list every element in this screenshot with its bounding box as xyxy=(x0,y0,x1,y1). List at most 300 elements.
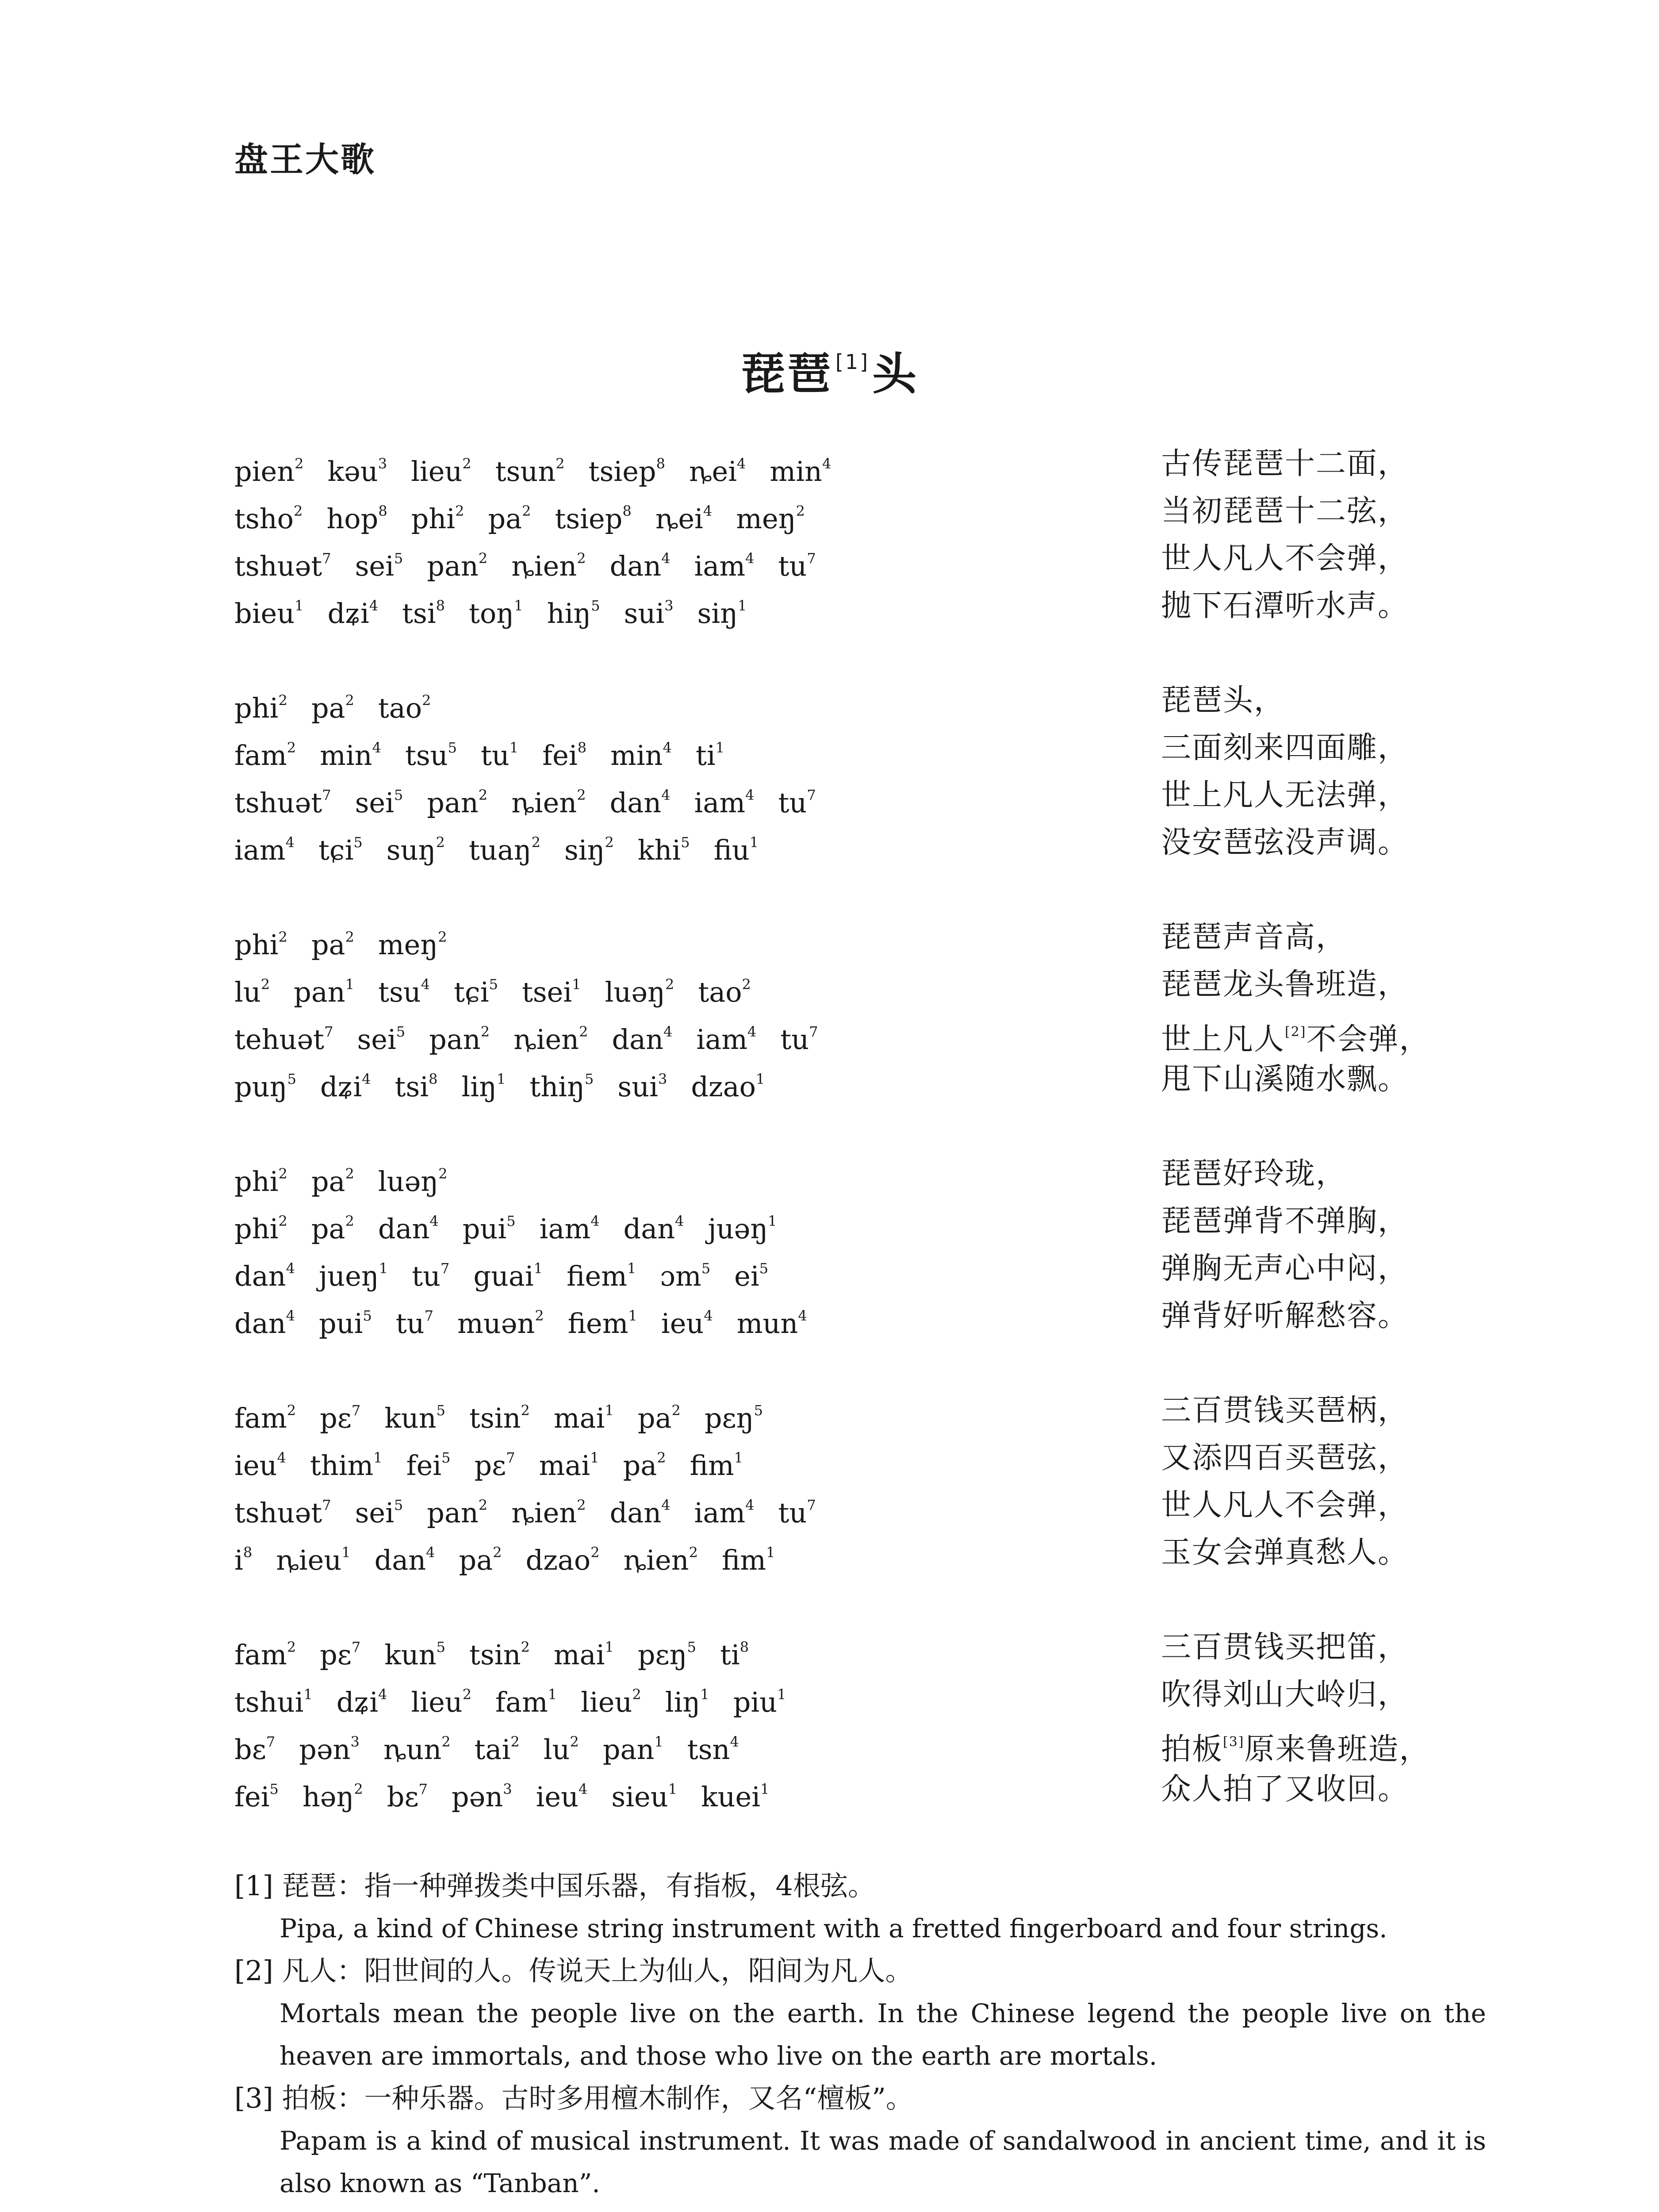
tone-number: 2 xyxy=(478,550,488,567)
syllable: fam$^2$ xyxy=(234,1402,296,1434)
tone-number: 2 xyxy=(577,787,586,803)
syllable: ȵien$^2$ xyxy=(623,1544,698,1576)
tone-number: 7 xyxy=(506,1449,515,1466)
tone-number: 4 xyxy=(747,1023,757,1040)
verse-line xyxy=(0,1766,1659,1813)
tone-number: 4 xyxy=(378,1686,387,1703)
tone-number: 7 xyxy=(351,1639,361,1655)
tone-number: 2 xyxy=(657,1449,666,1466)
tone-number: 2 xyxy=(605,834,614,851)
syllable: sieu$^1$ xyxy=(611,1781,678,1813)
footnote-chinese: [1] 琵琶：指一种弹拨类中国乐器，有指板，4根弦。 xyxy=(234,1870,875,1902)
romanization xyxy=(234,1056,986,1110)
tone-number: 2 xyxy=(577,1497,586,1513)
chinese-verse: 三百贯钱买把笛， xyxy=(1161,1630,1409,1665)
stanza xyxy=(0,440,1659,630)
tone-number: 8 xyxy=(577,739,587,756)
footnote-ref: [3] xyxy=(1223,1734,1245,1750)
tone-number: 3 xyxy=(350,1733,360,1750)
syllable: dan$^4$ xyxy=(609,787,670,819)
tone-number: 2 xyxy=(590,1544,600,1561)
tone-number: 2 xyxy=(531,834,540,851)
syllable: piu$^1$ xyxy=(733,1686,786,1718)
syllable: pan$^2$ xyxy=(427,550,488,582)
tone-number: 1 xyxy=(590,1449,599,1466)
tone-number: 2 xyxy=(345,692,354,709)
tone-number: 2 xyxy=(462,1686,472,1703)
syllable: sui$^3$ xyxy=(617,1071,667,1103)
syllable: tsho$^2$ xyxy=(234,503,303,535)
syllable: kuei$^1$ xyxy=(701,1781,770,1813)
tone-number: 1 xyxy=(379,1260,388,1277)
syllable: dan$^4$ xyxy=(234,1307,295,1340)
tone-number: 7 xyxy=(324,1023,333,1040)
tone-number: 1 xyxy=(628,1307,637,1324)
syllable: fam$^2$ xyxy=(234,739,296,772)
tone-number: 4 xyxy=(429,1213,439,1229)
syllable: fam$^2$ xyxy=(234,1639,296,1671)
tone-number: 2 xyxy=(441,1733,451,1750)
page-title xyxy=(0,338,1659,402)
syllable: fiem$^1$ xyxy=(567,1307,637,1340)
syllable: pan$^2$ xyxy=(427,787,488,819)
tone-number: 7 xyxy=(807,1497,816,1513)
syllable: ȵieu$^1$ xyxy=(276,1544,351,1576)
tone-number: 8 xyxy=(739,1639,749,1655)
syllable: dʑi$^4$ xyxy=(327,597,379,630)
syllable: pɛŋ$^5$ xyxy=(704,1402,763,1434)
syllable: $pa^2$ xyxy=(637,1402,681,1434)
syllable: tɕi$^5$ xyxy=(454,976,498,1008)
tone-number: 1 xyxy=(605,1639,614,1655)
syllable: dan$^4$ xyxy=(234,1260,295,1292)
syllable: fei$^5$ xyxy=(234,1781,279,1813)
syllable: dzao$^1$ xyxy=(691,1071,765,1103)
tone-number: 1 xyxy=(548,1686,557,1703)
tone-number: 4 xyxy=(703,503,713,519)
verse-line xyxy=(0,440,1659,488)
chinese-verse: 又添四百买琶弦， xyxy=(1161,1440,1409,1475)
syllable: guai$^1$ xyxy=(473,1260,543,1292)
romanization xyxy=(234,440,986,495)
syllable: tshuət$^7$ xyxy=(234,1497,331,1529)
syllable: tuaŋ$^2$ xyxy=(468,834,540,866)
syllable: $tu^7$ xyxy=(412,1260,450,1292)
stanza xyxy=(0,677,1659,866)
romanization xyxy=(234,724,986,779)
tone-number: 4 xyxy=(286,1307,295,1324)
tone-number: 1 xyxy=(373,1449,383,1466)
chinese-verse: 弹背好听解愁容。 xyxy=(1161,1298,1409,1333)
romanization xyxy=(234,1671,986,1726)
tone-number: 1 xyxy=(700,1686,709,1703)
tone-number: 1 xyxy=(303,1686,313,1703)
syllable: iam$^4$ xyxy=(539,1213,600,1245)
tone-number: 1 xyxy=(509,739,519,756)
romanization xyxy=(234,535,986,590)
syllable: ieu$^4$ xyxy=(536,1781,588,1813)
romanization xyxy=(234,1387,986,1442)
syllable: iam$^4$ xyxy=(694,787,755,819)
tone-number: 2 xyxy=(493,1544,502,1561)
tone-number: 2 xyxy=(478,1497,488,1513)
syllable: thim$^1$ xyxy=(310,1449,383,1482)
chinese-verse: 甩下山溪随水飘。 xyxy=(1161,1062,1409,1097)
syllable: ȵei$^4$ xyxy=(689,455,746,488)
footnote-english: Mortals mean the people live on the earth. In the Chinese legend the people live on the heaven are immortals, and those who live on the earth are mortals. xyxy=(280,1998,1486,2071)
verse-line xyxy=(0,1718,1659,1766)
syllable: mun$^4$ xyxy=(736,1307,807,1340)
tone-number: 2 xyxy=(665,976,674,993)
romanization xyxy=(234,582,986,637)
tone-number: 4 xyxy=(421,976,430,993)
tone-number: 1 xyxy=(295,597,304,614)
syllable: iam$^4$ xyxy=(696,1023,757,1056)
syllable: dʑi$^4$ xyxy=(320,1071,371,1103)
tone-number: 2 xyxy=(278,929,287,945)
syllable: $tu^1$ xyxy=(481,739,519,772)
syllable: hop$^8$ xyxy=(326,503,387,535)
syllable: tshuət$^7$ xyxy=(234,550,331,582)
chinese-verse: 琵琶声音高， xyxy=(1161,920,1347,955)
stanza xyxy=(0,914,1659,1103)
syllable: sui$^3$ xyxy=(624,597,674,630)
tone-number: 1 xyxy=(514,597,523,614)
syllable: meŋ$^2$ xyxy=(378,929,447,961)
tone-number: 1 xyxy=(760,1781,770,1797)
tone-number: 4 xyxy=(798,1307,807,1324)
tone-number: 4 xyxy=(745,550,755,567)
tone-number: 7 xyxy=(322,550,331,567)
tone-number: 8 xyxy=(436,597,445,614)
verse-line xyxy=(0,914,1659,961)
syllable: phi$^2$ xyxy=(234,1213,287,1245)
verse-line xyxy=(0,1624,1659,1671)
tone-number: 5 xyxy=(701,1260,711,1277)
syllable: pien$^2$ xyxy=(234,455,304,488)
tone-number: 5 xyxy=(394,550,403,567)
tone-number: 7 xyxy=(809,1023,818,1040)
tone-number: 3 xyxy=(503,1781,512,1797)
tone-number: 3 xyxy=(658,1071,667,1087)
chinese-verse: 玉女会弹真愁人。 xyxy=(1161,1535,1409,1570)
syllable: $tu^7$ xyxy=(778,550,816,582)
tone-number: 2 xyxy=(521,1402,530,1419)
tone-number: 1 xyxy=(345,976,355,993)
tone-number: 1 xyxy=(627,1260,636,1277)
syllable: tai$^2$ xyxy=(474,1733,520,1766)
tone-number: 8 xyxy=(622,503,632,519)
chinese-verse: 琵琶头， xyxy=(1161,683,1285,718)
tone-number: 8 xyxy=(243,1544,253,1561)
tone-number: 5 xyxy=(396,1023,406,1040)
footnote-chinese: [3] 拍板：一种乐器。古时多用檀木制作，又名“檀板”。 xyxy=(234,2082,913,2114)
verse-line xyxy=(0,677,1659,724)
syllable: ieu$^4$ xyxy=(234,1449,286,1482)
syllable: $\min^4$ xyxy=(610,739,672,772)
tone-number: 2 xyxy=(422,692,431,709)
syllable: $tu^7$ xyxy=(780,1023,818,1056)
tone-number: 2 xyxy=(462,455,471,472)
tone-number: 5 xyxy=(394,787,403,803)
tone-number: 4 xyxy=(663,739,672,756)
romanization xyxy=(234,772,986,826)
verse-line xyxy=(0,1198,1659,1245)
syllable: fiu$^1$ xyxy=(713,834,759,866)
verse-line xyxy=(0,1387,1659,1434)
syllable: sei$^5$ xyxy=(355,550,403,582)
syllable: fim$^1$ xyxy=(690,1449,743,1482)
syllable: sei$^5$ xyxy=(357,1023,406,1056)
tone-number: 3 xyxy=(664,597,674,614)
footnote-english: Papam is a kind of musical instrument. It was made of sandalwood in ancient time, and it is also known as “Tanban”. xyxy=(280,2126,1486,2198)
syllable: pɛ$^7$ xyxy=(320,1402,361,1434)
syllable: ieu$^4$ xyxy=(661,1307,713,1340)
syllable: luəŋ$^2$ xyxy=(378,1165,448,1198)
romanization xyxy=(234,488,986,542)
tone-number: 4 xyxy=(372,739,381,756)
syllable: pui$^5$ xyxy=(318,1307,372,1340)
tone-number: 7 xyxy=(322,787,331,803)
syllable: $pa^2$ xyxy=(311,1213,354,1245)
chinese-verse: 琵琶龙头鲁班造， xyxy=(1161,967,1409,1002)
syllable: pan$^1$ xyxy=(602,1733,663,1766)
tone-number: 5 xyxy=(759,1260,769,1277)
tone-number: 8 xyxy=(378,503,387,519)
syllable: bɛ$^7$ xyxy=(387,1781,428,1813)
syllable: khi$^5$ xyxy=(637,834,690,866)
tone-number: 2 xyxy=(436,834,445,851)
romanization xyxy=(234,961,986,1016)
verse-line xyxy=(0,819,1659,866)
tone-number: 2 xyxy=(287,1402,296,1419)
romanization xyxy=(234,1624,986,1678)
syllable: tsei$^1$ xyxy=(521,976,581,1008)
tone-number: 2 xyxy=(455,503,464,519)
tone-number: 1 xyxy=(341,1544,351,1561)
syllable: lieu$^2$ xyxy=(581,1686,641,1718)
syllable: kun$^5$ xyxy=(384,1402,446,1434)
title-footnote-ref: [1] xyxy=(835,350,870,374)
syllable: sei$^5$ xyxy=(355,787,403,819)
tone-number: 1 xyxy=(777,1686,786,1703)
syllable: hiŋ$^5$ xyxy=(547,597,600,630)
chinese-verse: 众人拍了又收回。 xyxy=(1161,1772,1409,1807)
tone-number: 2 xyxy=(438,1165,448,1182)
romanization xyxy=(234,677,986,732)
syllable: dan$^4$ xyxy=(623,1213,684,1245)
tone-number: 2 xyxy=(294,503,303,519)
tone-number: 1 xyxy=(715,739,725,756)
syllable: fei$^8$ xyxy=(542,739,587,772)
syllable: tsin$^2$ xyxy=(469,1402,530,1434)
syllable: $tu^7$ xyxy=(778,787,816,819)
tone-number: 1 xyxy=(533,1260,543,1277)
syllable: mai$^1$ xyxy=(553,1639,614,1671)
tone-number: 2 xyxy=(632,1686,641,1703)
tone-number: 2 xyxy=(522,503,531,519)
syllable: $lu^2$ xyxy=(234,976,270,1008)
footnote-ref: [2] xyxy=(1285,1024,1307,1040)
syllable: pan$^2$ xyxy=(429,1023,490,1056)
verse-line xyxy=(0,961,1659,1008)
syllable: liŋ$^1$ xyxy=(461,1071,506,1103)
syllable: dan$^4$ xyxy=(609,1497,670,1529)
tone-number: 5 xyxy=(506,1213,516,1229)
syllable: thiŋ$^5$ xyxy=(529,1071,594,1103)
tone-number: 2 xyxy=(478,787,488,803)
syllable: phi$^2$ xyxy=(234,692,287,724)
tone-number: 4 xyxy=(704,1307,713,1324)
romanization xyxy=(234,1150,986,1205)
tone-number: 2 xyxy=(689,1544,698,1561)
syllable: phi$^2$ xyxy=(234,1165,287,1198)
title-text: 琵琶 xyxy=(740,348,833,400)
tone-number: 7 xyxy=(424,1307,433,1324)
syllable: iam$^4$ xyxy=(694,550,755,582)
syllable: dan$^4$ xyxy=(378,1213,439,1245)
syllable: liŋ$^1$ xyxy=(665,1686,709,1718)
syllable: tsu$^5$ xyxy=(405,739,457,772)
tone-number: 1 xyxy=(734,1449,743,1466)
footnotes xyxy=(234,1865,1486,2204)
tone-number: 4 xyxy=(822,455,831,472)
verse-line xyxy=(0,1292,1659,1340)
tone-number: 4 xyxy=(369,597,379,614)
verse-line xyxy=(0,1150,1659,1198)
tone-number: 5 xyxy=(681,834,690,851)
stanza xyxy=(0,1624,1659,1813)
tone-number: 5 xyxy=(585,1071,594,1087)
syllable: tsin$^2$ xyxy=(469,1639,530,1671)
syllable: kun$^5$ xyxy=(384,1639,446,1671)
chinese-verse: 古传琵琶十二面， xyxy=(1161,446,1409,481)
tone-number: 7 xyxy=(266,1733,276,1750)
syllable: lieu$^2$ xyxy=(411,1686,472,1718)
syllable: $tu^7$ xyxy=(395,1307,433,1340)
chinese-verse: 抛下石潭听水声。 xyxy=(1161,588,1409,623)
tone-number: 2 xyxy=(345,1213,354,1229)
tone-number: 4 xyxy=(590,1213,600,1229)
syllable: $pa^2$ xyxy=(311,1165,354,1198)
verse-line xyxy=(0,535,1659,582)
tone-number: 5 xyxy=(269,1781,279,1797)
syllable: ȵien$^2$ xyxy=(511,1497,586,1529)
chinese-verse: 世人凡人不会弹， xyxy=(1161,1488,1409,1523)
tone-number: 5 xyxy=(436,1402,446,1419)
syllable: tsi$^8$ xyxy=(402,597,445,630)
syllable: dan$^4$ xyxy=(374,1544,435,1576)
tone-number: 5 xyxy=(436,1639,446,1655)
syllable: $pa^2$ xyxy=(459,1544,502,1576)
romanization xyxy=(234,1198,986,1252)
tone-number: 2 xyxy=(287,739,296,756)
syllable: mai$^1$ xyxy=(553,1402,614,1434)
verse-line xyxy=(0,1529,1659,1576)
syllable: lieu$^2$ xyxy=(411,455,471,488)
syllable: tɕi$^5$ xyxy=(318,834,363,866)
tone-number: 1 xyxy=(497,1071,506,1087)
tone-number: 2 xyxy=(295,455,304,472)
tone-number: 4 xyxy=(661,550,670,567)
verse-line xyxy=(0,1056,1659,1103)
tone-number: 5 xyxy=(363,1307,372,1324)
tone-number: 4 xyxy=(737,455,746,472)
tone-number: 2 xyxy=(570,1733,579,1750)
chinese-verse: 世上凡人[2]不会弹， xyxy=(1161,1022,1430,1057)
syllable: tao$^2$ xyxy=(698,976,751,1008)
tone-number: 2 xyxy=(510,1733,520,1750)
chinese-verse: 吹得刘山大岭归， xyxy=(1161,1677,1409,1712)
syllable: pən$^3$ xyxy=(451,1781,512,1813)
syllable: juəŋ$^1$ xyxy=(708,1213,777,1245)
syllable: pɛ$^7$ xyxy=(320,1639,361,1671)
romanization xyxy=(234,1245,986,1300)
tone-number: 4 xyxy=(362,1071,371,1087)
verse-line xyxy=(0,1245,1659,1292)
stanza xyxy=(0,1150,1659,1340)
syllable: meŋ$^2$ xyxy=(736,503,805,535)
tone-number: 5 xyxy=(687,1639,696,1655)
verse-line xyxy=(0,1434,1659,1482)
syllable: $i^8$ xyxy=(234,1544,253,1576)
tone-number: 5 xyxy=(448,739,457,756)
syllable: tsu$^4$ xyxy=(378,976,430,1008)
tone-number: 4 xyxy=(663,1023,673,1040)
chinese-verse: 当初琵琶十二弦， xyxy=(1161,494,1409,529)
syllable: dzao$^2$ xyxy=(525,1544,600,1576)
tone-number: 2 xyxy=(577,550,586,567)
tone-number: 2 xyxy=(354,1781,363,1797)
syllable: iam$^4$ xyxy=(234,834,295,866)
romanization xyxy=(234,1766,986,1820)
syllable: tsi$^8$ xyxy=(395,1071,438,1103)
stanza xyxy=(0,1387,1659,1576)
tone-number: 3 xyxy=(378,455,387,472)
chinese-verse: 琵琶弹背不弹胸， xyxy=(1161,1204,1409,1239)
syllable: phi$^2$ xyxy=(234,929,287,961)
tone-number: 7 xyxy=(807,787,816,803)
tone-number: 8 xyxy=(429,1071,438,1087)
syllable: tao$^2$ xyxy=(378,692,431,724)
syllable: pan$^2$ xyxy=(427,1497,488,1529)
syllable: bieu$^1$ xyxy=(234,597,304,630)
tone-number: 4 xyxy=(661,787,670,803)
chinese-verse: 拍板[3]原来鲁班造， xyxy=(1161,1732,1430,1767)
syllable: tehuət$^7$ xyxy=(234,1023,333,1056)
tone-number: 2 xyxy=(521,1639,530,1655)
tone-number: 2 xyxy=(438,929,447,945)
chinese-verse: 三百贯钱买琶柄， xyxy=(1161,1393,1409,1428)
romanization xyxy=(234,1008,986,1063)
syllable: pui$^5$ xyxy=(462,1213,516,1245)
syllable: pən$^3$ xyxy=(299,1733,360,1766)
tone-number: 8 xyxy=(656,455,665,472)
tone-number: 2 xyxy=(671,1402,681,1419)
tone-number: 2 xyxy=(480,1023,490,1040)
footnote-chinese: [2] 凡人：阳世间的人。传说天上为仙人，阳间为凡人。 xyxy=(234,1955,913,1987)
verse-line xyxy=(0,1482,1659,1529)
tone-number: 1 xyxy=(605,1402,614,1419)
verse-line xyxy=(0,724,1659,772)
syllable: $lu^2$ xyxy=(543,1733,579,1766)
syllable: siŋ$^1$ xyxy=(697,597,747,630)
syllable: $ei^5$ xyxy=(734,1260,769,1292)
syllable: luəŋ$^2$ xyxy=(605,976,674,1008)
tone-number: 4 xyxy=(745,1497,755,1513)
syllable: ȵien$^2$ xyxy=(511,550,586,582)
syllable: ȵei$^4$ xyxy=(655,503,713,535)
